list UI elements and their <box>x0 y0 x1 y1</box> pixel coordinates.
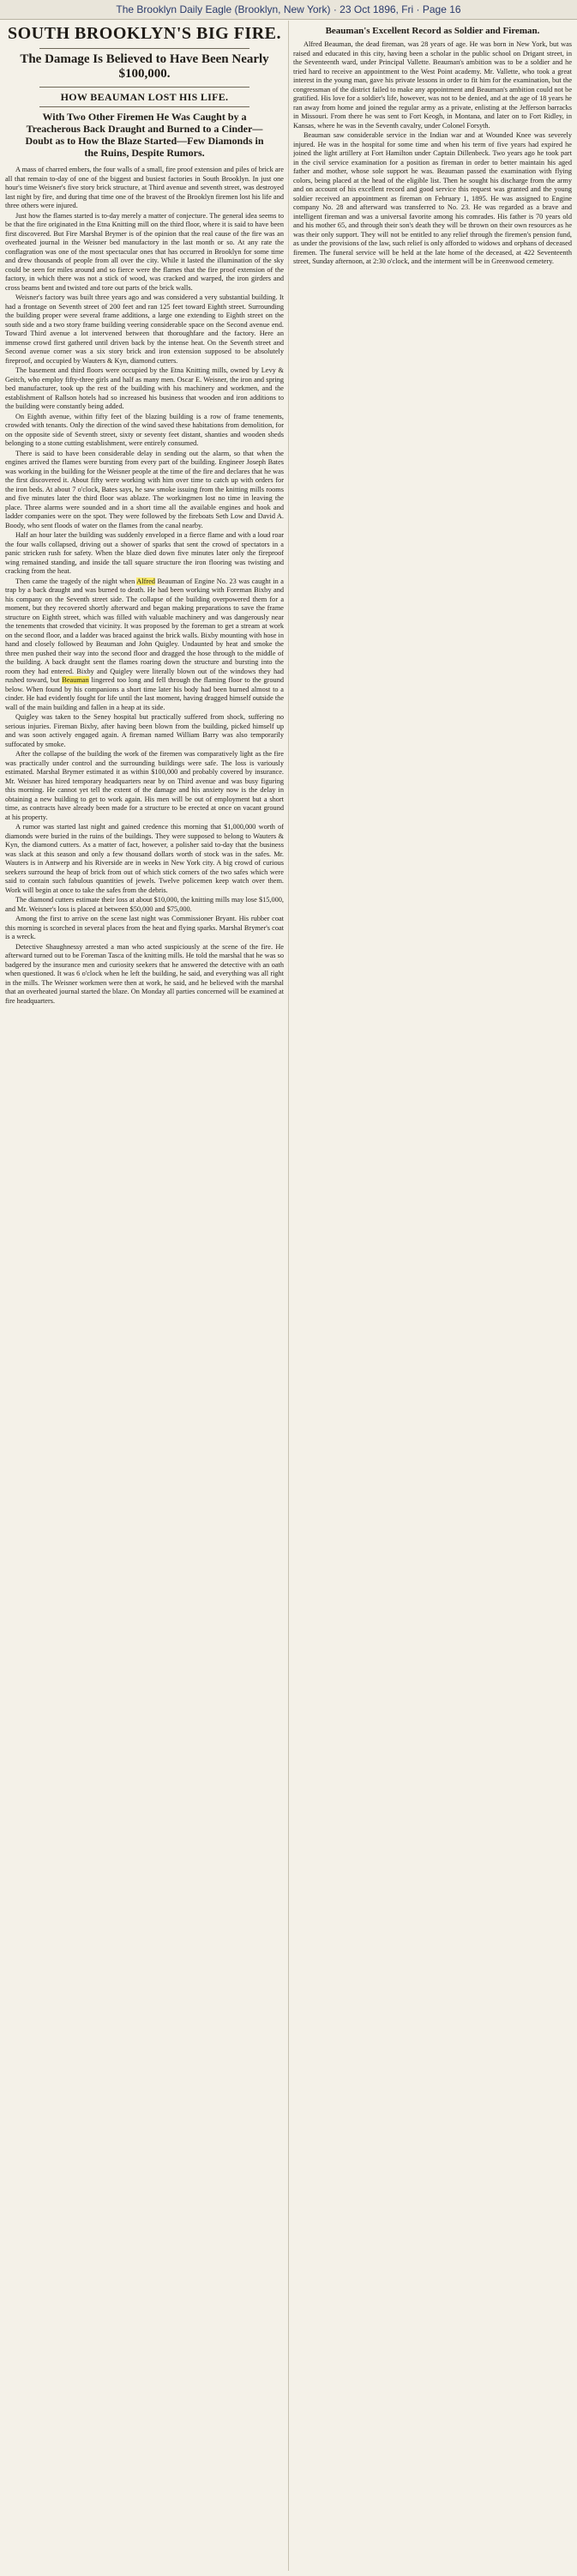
article-paragraph: A mass of charred embers, the four walls of a small, fire proof extension and piles of brick are all that remain to-day of one of the biggest and busiest factories in South Brooklyn. In just one hour's time Weisner's five story brick structure, at Third avenue and seventh street, was destroyed last night by fire, and during that time one of the bravest of the Brooklyn firemen lost his life and three others were injured. <box>5 166 284 209</box>
highlighted-name: Alfred <box>136 577 155 585</box>
section-head: Beauman's Excellent Record as Soldier and Fireman. <box>325 26 540 36</box>
article-paragraph: Alfred Beauman, the dead fireman, was 28 years of age. He was born in New York, but was raised and educated in this city, having been a scholar in the public school on Drigant street, in the Seventeenth ward, under Principal Vallette. Beauman's ambition was to be a soldier and he tried hard to receive an appointment to the West Point academy. Mr. Vallette, who took a great interest in the young man, gave his private lessons in order to fit him for the examination, but the congressman of the district failed to make any appointment and Beauman's ambition could not be gratified. His love for a soldier's life, however, was not to be denied, and at the age of 18 years he ran away from home and joined the regular army as a private, enlisting at the Jefferson barracks in Missouri. From there he was sent to Fort Keogh, in Montana, and later on to Fort Ridley, in Kansas, where he was in the Seventh cavalry, under Colonel Forsyth. <box>293 40 572 130</box>
rule <box>39 87 249 88</box>
article-paragraph: Among the first to arrive on the scene last night was Commissioner Bryant. His rubber coat this morning is scorched in several places from the heat and flying sparks. Marshal Brymer's coat is a wreck. <box>5 915 284 940</box>
article-paragraph: Half an hour later the building was suddenly enveloped in a fierce flame and with a loud roar the four walls collapsed, driving out a shower of sparks that sent the crowd of spectators in a panic stricken rush for safety. When the blaze died down five minutes later only the fireproof wing remained standing, and inside the tall square structure the iron flooring was twisting and cracking from the heat. <box>5 531 284 575</box>
masthead: The Brooklyn Daily Eagle (Brooklyn, New York) · 23 Oct 1896, Fri · Page 16 <box>0 0 577 20</box>
article-paragraph: Quigley was taken to the Seney hospital but practically suffered from shock, suffering no serious injuries. Fireman Bixby, after having been blown from the building, picked himself up and was soon actively engaged again. A fireman named William Barry was also temporarily suffocated by smoke. <box>5 713 284 748</box>
article-paragraph: On Eighth avenue, within fifty feet of the blazing building is a row of frame tenements, crowded with tenants. Only the direction of the wind saved these habitations from demolition, for on the opposite side of Seventh street, sixty or seventy feet distant, shanties and wooden sheds belonging to a stone cutting establishment, were entirely consumed. <box>5 412 284 447</box>
body-text-left <box>5 166 284 1006</box>
rule <box>39 48 249 49</box>
article-paragraph: A rumor was started last night and gained credence this morning that $1,000,000 worth of diamonds were buried in the ruins of the buildings. They were supposed to belong to Wauters & Kyn, the diamond cutters. As a matter of fact, however, a polisher said to-day that the business was slack at this season and only a few thousand dollars worth of stock was in the safes. Mr. Wauters is in Antwerp and his Riverside are in weeks in New York city. A big crowd of curious seekers surround the heap of brick from out of which stick corners of the two safes which were said to contain such fabulous quantities of jewels. Twelve policemen keep watch over them. Work will begin at once to take the safes from the debris. <box>5 823 284 894</box>
highlighted-name: Beauman <box>62 676 89 684</box>
article-paragraph: Beauman saw considerable service in the Indian war and at Wounded Knee was severely injured. He was in the hospital for some time and when his term of five years had expired he joined the light artillery at Fort Hamilton under Captain Dillenbeck. Two years ago he took part in the civil service examination for a position as fireman in order to better maintain his aged father and mother, whose sole support he was. Beauman passed the examination with flying colors, being placed at the head of the eligible list. Then he sought his discharge from the army and on account of his excellent record and good service this request was granted and the young soldier received an appointment as fireman on February 1, 1895. He was assigned to Engine company No. 28 and afterward was transferred to No. 23. He was regarded as a brave and intelligent fireman and was a universal favorite among his comrades. His father is 70 years old and his mother 65, and through their son's death they will be thrown on their own resources as he was their only support. They will not be entitled to any relief through the firemen's pension fund, as under the provisions of the law, such relief is only afforded to widows and orphans of deceased firemen. The funeral service will be held at the late home of the deceased, at 422 Seventeenth street, Sunday afternoon, at 2:30 o'clock, and the interment will be in Greenwood cemetery. <box>293 131 572 265</box>
article-columns <box>5 21 572 2571</box>
article-paragraph: The diamond cutters estimate their loss at about $10,000, the knitting mills may lose $15,000, and Mr. Weisner's loss is placed at between $50,000 and $75,000. <box>5 896 284 913</box>
article-paragraph: Detective Shaughnessy arrested a man who acted suspiciously at the scene of the fire. He afterward turned out to be Foreman Tasca of the knitting mills. He told the marshal that he was so badgered by the insurance men and curiosity seekers that he answered the detective with an oath when questioned. It was 6 o'clock when he left the building, he said, and everything was all right in the mills. The Weisner workmen were then at work, he said, and he believed with the marshal that an overheated journal started the blaze. On Monday all parties concerned will be examined at fire headquarters. <box>5 942 284 1005</box>
subhead: HOW BEAUMAN LOST HIS LIFE. <box>60 91 229 103</box>
headline: SOUTH BROOKLYN'S BIG FIRE. <box>7 24 281 43</box>
article-paragraph: The basement and third floors were occupied by the Etna Knitting mills, owned by Levy & Geitch, who employ fifty-three girls and half as many men. Oscar E. Weisner, the iron and spring bed manufacturer, took up the rest of the building with his machinery and workmen, and the establishment of Rallson hotels had so increased his business that wooden and iron additions to the building were constantly being added. <box>5 366 284 410</box>
article-paragraph: There is said to have been considerable delay in sending out the alarm, so that when the engines arrived the flames were bursting from every part of the building. Engineer Joseph Bates was working in the building for the Weisner people at the time of the fire and declares that he was the first discovered it. About fifty were working with him over time to catch up with orders for the iron beds. At about 7 o'clock, Bates says, he saw smoke issuing from the knitting mills rooms and five minutes later the third floor was ablaze. The workingmen lost no time in leaving the place. Three alarms were sounded and in a short time all the available engines and hook and ladder companies were on the spot. They were followed by the fireboats Seth Low and David A. Boody, who sent floods of water on the flames from the canal nearby. <box>5 449 284 529</box>
rule <box>39 106 249 107</box>
body-text-right-2 <box>293 40 572 267</box>
deck: The Damage Is Believed to Have Been Nearly $100,000. <box>20 52 269 81</box>
secondary-deck: With Two Other Firemen He Was Caught by a Treacherous Back Draught and Burned to a Cinder—Doubt as to How the Blaze Started—Few Diamonds in the Ruins, Despite Rumors. <box>25 111 264 159</box>
article-paragraph: Just how the flames started is to-day merely a matter of conjecture. The general idea seems to be that the fire originated in the Etna Knitting mill on the third floor, where it is said to have been first discovered. But Fire Marshal Brymer is of the opinion that the real cause of the fire was an overheated journal in the Weisner bed manufactory in the last month or so. At any rate the conflagration was one of the most spectacular ones that has occurred in Brooklyn for some time and drew thousands of people from all over the city. While it lasted the illumination of the sky could be seen for miles around and so fierce were the flames that the fire proof extension of the factory, in which there was not a stick of wood, was cracked and warped, the iron girders and cross beams bent and twisted and tore out parts of the brick walls. <box>5 211 284 292</box>
column-left <box>5 21 284 2571</box>
article-paragraph: After the collapse of the building the work of the firemen was comparatively light as the fire was practically under control and the surrounding buildings were safe. The loss is variously estimated. Marshal Brymer estimated it as within $100,000 and probably covered by insurance. Mr. Weisner has hired temporary headquarters near by on Third avenue and was busy figuring this morning. He cannot yet tell the extent of the damage and his anxiety now is the delay in obtaining a new building to get to work again. His men will be out of employment but a short time, as contracts have already been made for a structure to be erected at once on vacant ground at his property. <box>5 750 284 821</box>
article-paragraph: Then came the tragedy of the night when Alfred Beauman of Engine No. 23 was caught in a trap by a back draught and was burned to death. He had been working with Foreman Bixby and his company on the Seventh street side. The collapse of the building overpowered them for a moment, but they recovered shortly afterward and began making preparations to save the frame structure on Eighth street, which was filled with valuable machinery and was dangerously near the tenements that crowded that vicinity. It was proposed by the foreman to get a stream at work on the second floor, and a ladder was braced against the brick walls. Bixby mounting with hose in hand and closely followed by Beauman and John Quigley. Undaunted by heat and smoke the three men pushed their way into the second floor and dragged the hose through to the middle of the building. A back draught sent the flames roaring down the structure and bursting into the room they had entered. Bixby and Quigley were literally blown out of the windows they had rushed toward, but Beauman lingered too long and fell through the flaming floor to the ground below. When found by his companions a short time later his body had been burned almost to a cinder. He had evidently fought for life until the last moment, having dragged himself outside the wall of the main building and fallen in a heap at its side. <box>5 577 284 711</box>
article-paragraph: Weisner's factory was built three years ago and was considered a very substantial building. It had a frontage on Seventh street of 200 feet and ran 125 feet toward Eighth street. Surrounding the building proper were several frame additions, a large one extending to Eighth street on the south side and a two story frame building veering considerable space on the Second avenue end. Toward Third avenue a lot intervened between that thoroughfare and the factory. Here an immense crowd first gathered until driven back by the intense heat. On the Seventh street and Second avenue corner was a six story brick and iron extension supposed to be absolutely fireproof, and occupied by Wauters & Kyn, diamond cutters. <box>5 293 284 365</box>
column-right <box>293 21 572 2571</box>
